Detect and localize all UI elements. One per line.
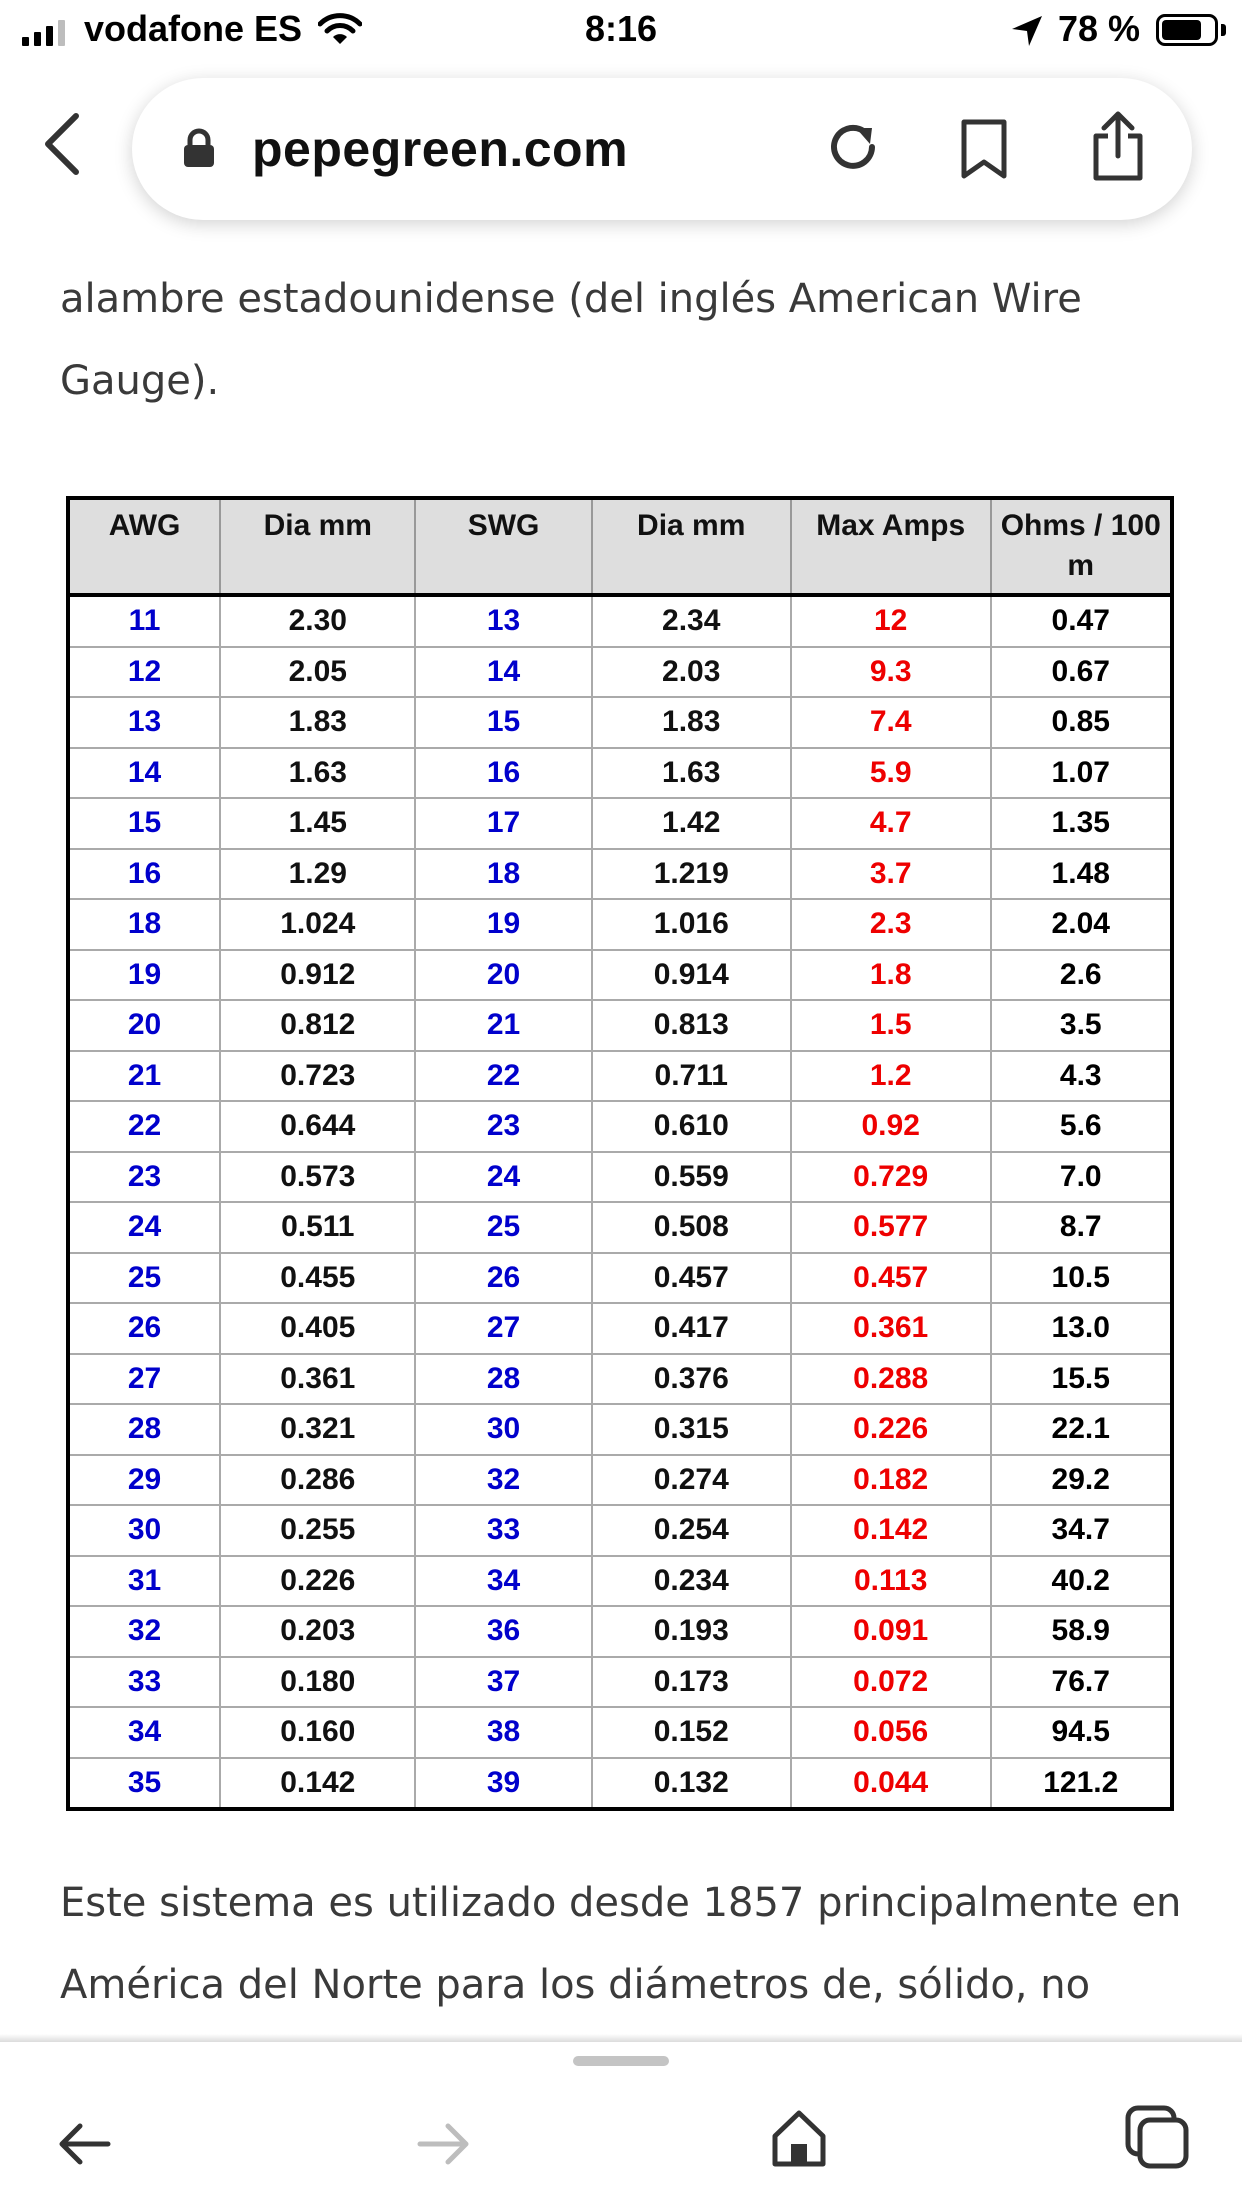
cell-ohms: 0.67 (991, 647, 1173, 698)
cell-dia-mm-awg: 0.226 (220, 1556, 415, 1607)
cell-swg: 14 (415, 647, 591, 698)
cell-dia-mm-swg: 0.234 (592, 1556, 791, 1607)
tabs-icon[interactable] (1124, 2104, 1190, 2175)
cell-ohms: 4.3 (991, 1051, 1173, 1102)
cell-swg: 21 (415, 1000, 591, 1051)
cell-ohms: 0.85 (991, 697, 1173, 748)
drag-handle[interactable] (573, 2056, 669, 2066)
cell-max-amps: 12 (791, 595, 991, 647)
status-bar (0, 0, 1242, 62)
cell-swg: 37 (415, 1657, 591, 1708)
cell-dia-mm-swg: 0.193 (592, 1606, 791, 1657)
lock-icon (182, 128, 216, 173)
cell-swg: 22 (415, 1051, 591, 1102)
cell-ohms: 5.6 (991, 1101, 1173, 1152)
cell-ohms: 121.2 (991, 1758, 1173, 1810)
table-row (68, 1606, 1172, 1657)
cell-dia-mm-swg: 2.03 (592, 647, 791, 698)
cell-dia-mm-awg: 1.024 (220, 899, 415, 950)
arrow-right-icon[interactable] (416, 2120, 472, 2173)
cell-awg: 18 (68, 899, 220, 950)
cell-awg: 27 (68, 1354, 220, 1405)
cell-dia-mm-swg: 0.417 (592, 1303, 791, 1354)
cell-dia-mm-swg: 0.813 (592, 1000, 791, 1051)
cell-dia-mm-awg: 0.142 (220, 1758, 415, 1810)
table-row (68, 1354, 1172, 1405)
location-arrow-icon (1010, 14, 1044, 53)
cell-dia-mm-swg: 1.63 (592, 748, 791, 799)
cell-ohms: 29.2 (991, 1455, 1173, 1506)
cell-dia-mm-awg: 0.203 (220, 1606, 415, 1657)
cell-max-amps: 0.056 (791, 1707, 991, 1758)
cell-max-amps: 7.4 (791, 697, 991, 748)
cell-dia-mm-awg: 0.160 (220, 1707, 415, 1758)
cell-dia-mm-swg: 0.132 (592, 1758, 791, 1810)
table-row (68, 950, 1172, 1001)
cell-dia-mm-swg: 0.914 (592, 950, 791, 1001)
cell-ohms: 1.35 (991, 798, 1173, 849)
table-row (68, 1556, 1172, 1607)
cell-dia-mm-awg: 1.63 (220, 748, 415, 799)
cell-max-amps: 2.3 (791, 899, 991, 950)
cell-swg: 39 (415, 1758, 591, 1810)
cell-swg: 13 (415, 595, 591, 647)
cell-ohms: 15.5 (991, 1354, 1173, 1405)
cell-swg: 28 (415, 1354, 591, 1405)
cell-dia-mm-awg: 0.455 (220, 1253, 415, 1304)
cell-dia-mm-awg: 0.573 (220, 1152, 415, 1203)
cell-awg: 32 (68, 1606, 220, 1657)
table-row (68, 1707, 1172, 1758)
cell-swg: 34 (415, 1556, 591, 1607)
article-paragraph-intro: alambre estadounidense (del inglés American Wire Gauge). (60, 276, 1082, 404)
header-ohms-per-100m: Ohms / 100 m (991, 498, 1173, 595)
cell-max-amps: 5.9 (791, 748, 991, 799)
cell-ohms: 13.0 (991, 1303, 1173, 1354)
table-row (68, 1051, 1172, 1102)
cell-awg: 30 (68, 1505, 220, 1556)
cell-dia-mm-swg: 0.508 (592, 1202, 791, 1253)
cell-dia-mm-swg: 2.34 (592, 595, 791, 647)
cell-awg: 16 (68, 849, 220, 900)
cell-ohms: 0.47 (991, 595, 1173, 647)
table-row (68, 1505, 1172, 1556)
cell-max-amps: 1.2 (791, 1051, 991, 1102)
cell-dia-mm-awg: 0.812 (220, 1000, 415, 1051)
cell-max-amps: 9.3 (791, 647, 991, 698)
cell-dia-mm-awg: 0.180 (220, 1657, 415, 1708)
cell-swg: 32 (415, 1455, 591, 1506)
cell-dia-mm-awg: 0.405 (220, 1303, 415, 1354)
cell-ohms: 58.9 (991, 1606, 1173, 1657)
cell-dia-mm-awg: 0.912 (220, 950, 415, 1001)
header-awg: AWG (68, 498, 220, 595)
wire-gauge-table (66, 496, 1174, 1811)
cell-dia-mm-awg: 2.30 (220, 595, 415, 647)
cell-dia-mm-swg: 1.016 (592, 899, 791, 950)
address-bar[interactable] (132, 78, 1192, 220)
cell-dia-mm-awg: 0.511 (220, 1202, 415, 1253)
cell-ohms: 76.7 (991, 1657, 1173, 1708)
cell-max-amps: 1.5 (791, 1000, 991, 1051)
cell-ohms: 3.5 (991, 1000, 1173, 1051)
cell-ohms: 2.6 (991, 950, 1173, 1001)
toolbar-divider (0, 2034, 1242, 2042)
cell-ohms: 10.5 (991, 1253, 1173, 1304)
header-dia-mm-swg: Dia mm (592, 498, 791, 595)
cell-dia-mm-awg: 0.255 (220, 1505, 415, 1556)
cell-awg: 21 (68, 1051, 220, 1102)
cell-dia-mm-awg: 0.286 (220, 1455, 415, 1506)
bookmark-icon[interactable] (958, 118, 1010, 185)
cell-dia-mm-swg: 0.376 (592, 1354, 791, 1405)
cell-swg: 16 (415, 748, 591, 799)
arrow-left-icon[interactable] (56, 2120, 112, 2173)
home-icon[interactable] (770, 2108, 828, 2173)
table-row (68, 647, 1172, 698)
cell-ohms: 7.0 (991, 1152, 1173, 1203)
cell-max-amps: 0.457 (791, 1253, 991, 1304)
cell-dia-mm-swg: 1.219 (592, 849, 791, 900)
cell-swg: 33 (415, 1505, 591, 1556)
cell-dia-mm-awg: 1.45 (220, 798, 415, 849)
cell-awg: 33 (68, 1657, 220, 1708)
cell-dia-mm-awg: 0.361 (220, 1354, 415, 1405)
cell-awg: 13 (68, 697, 220, 748)
cell-dia-mm-swg: 0.274 (592, 1455, 791, 1506)
header-dia-mm-awg: Dia mm (220, 498, 415, 595)
cell-awg: 26 (68, 1303, 220, 1354)
cell-max-amps: 0.288 (791, 1354, 991, 1405)
cell-awg: 28 (68, 1404, 220, 1455)
reload-icon[interactable] (822, 116, 884, 183)
cell-dia-mm-swg: 0.315 (592, 1404, 791, 1455)
cell-max-amps: 0.361 (791, 1303, 991, 1354)
table-row (68, 899, 1172, 950)
cell-ohms: 8.7 (991, 1202, 1173, 1253)
table-row (68, 1657, 1172, 1708)
cell-awg: 20 (68, 1000, 220, 1051)
cell-ohms: 1.48 (991, 849, 1173, 900)
cell-swg: 19 (415, 899, 591, 950)
cell-awg: 11 (68, 595, 220, 647)
header-swg: SWG (415, 498, 591, 595)
cell-dia-mm-awg: 2.05 (220, 647, 415, 698)
table-row (68, 1101, 1172, 1152)
cell-max-amps: 0.113 (791, 1556, 991, 1607)
cell-awg: 22 (68, 1101, 220, 1152)
cell-max-amps: 0.072 (791, 1657, 991, 1708)
cell-dia-mm-swg: 0.254 (592, 1505, 791, 1556)
cell-awg: 19 (68, 950, 220, 1001)
battery-percentage: 78 % (1058, 8, 1141, 49)
cell-awg: 24 (68, 1202, 220, 1253)
cell-swg: 25 (415, 1202, 591, 1253)
table-row (68, 1758, 1172, 1810)
cell-dia-mm-swg: 0.457 (592, 1253, 791, 1304)
table-row (68, 748, 1172, 799)
cell-dia-mm-swg: 1.83 (592, 697, 791, 748)
table-row (68, 1455, 1172, 1506)
header-max-amps: Max Amps (791, 498, 991, 595)
cell-dia-mm-awg: 1.83 (220, 697, 415, 748)
cell-swg: 26 (415, 1253, 591, 1304)
cell-ohms: 1.07 (991, 748, 1173, 799)
table-row (68, 798, 1172, 849)
cell-dia-mm-swg: 0.152 (592, 1707, 791, 1758)
table-row (68, 1000, 1172, 1051)
cell-swg: 27 (415, 1303, 591, 1354)
cell-dia-mm-awg: 0.321 (220, 1404, 415, 1455)
cell-awg: 34 (68, 1707, 220, 1758)
cell-awg: 12 (68, 647, 220, 698)
cell-dia-mm-awg: 1.29 (220, 849, 415, 900)
back-chevron-icon[interactable] (40, 112, 84, 181)
cell-swg: 30 (415, 1404, 591, 1455)
cell-dia-mm-swg: 0.173 (592, 1657, 791, 1708)
url-text[interactable]: pepegreen.com (252, 121, 629, 177)
cell-swg: 38 (415, 1707, 591, 1758)
table-row (68, 1202, 1172, 1253)
table-row (68, 849, 1172, 900)
cell-max-amps: 0.044 (791, 1758, 991, 1810)
cell-max-amps: 4.7 (791, 798, 991, 849)
cell-max-amps: 1.8 (791, 950, 991, 1001)
cell-ohms: 22.1 (991, 1404, 1173, 1455)
cell-max-amps: 0.091 (791, 1606, 991, 1657)
cell-swg: 15 (415, 697, 591, 748)
cell-swg: 17 (415, 798, 591, 849)
cell-swg: 20 (415, 950, 591, 1001)
cell-awg: 35 (68, 1758, 220, 1810)
clock: 8:16 (584, 8, 658, 49)
cell-max-amps: 0.182 (791, 1455, 991, 1506)
cell-max-amps: 3.7 (791, 849, 991, 900)
cell-dia-mm-awg: 0.723 (220, 1051, 415, 1102)
cell-dia-mm-swg: 0.711 (592, 1051, 791, 1102)
battery-icon (1156, 14, 1218, 46)
article-paragraph-history: Este sistema es utilizado desde 1857 principalmente en América del Norte para los diámetros de, sólido, no (60, 1880, 1182, 2008)
cell-awg: 15 (68, 798, 220, 849)
cell-awg: 14 (68, 748, 220, 799)
cell-dia-mm-swg: 0.610 (592, 1101, 791, 1152)
cell-ohms: 34.7 (991, 1505, 1173, 1556)
cell-swg: 23 (415, 1101, 591, 1152)
cell-awg: 29 (68, 1455, 220, 1506)
cell-swg: 24 (415, 1152, 591, 1203)
cell-dia-mm-swg: 1.42 (592, 798, 791, 849)
table-row (68, 1404, 1172, 1455)
cell-swg: 36 (415, 1606, 591, 1657)
table-row (68, 697, 1172, 748)
share-icon[interactable] (1088, 108, 1148, 187)
cell-dia-mm-swg: 0.559 (592, 1152, 791, 1203)
cell-max-amps: 0.92 (791, 1101, 991, 1152)
cell-max-amps: 0.226 (791, 1404, 991, 1455)
cell-ohms: 94.5 (991, 1707, 1173, 1758)
table-header-row (68, 498, 1172, 595)
table-row (68, 1152, 1172, 1203)
cell-awg: 23 (68, 1152, 220, 1203)
carrier-name: vodafone ES (84, 8, 303, 49)
cell-max-amps: 0.142 (791, 1505, 991, 1556)
table-row (68, 1303, 1172, 1354)
cell-awg: 25 (68, 1253, 220, 1304)
bottom-toolbar (0, 2042, 1242, 2208)
cell-max-amps: 0.577 (791, 1202, 991, 1253)
table-row (68, 595, 1172, 647)
cell-awg: 31 (68, 1556, 220, 1607)
cell-ohms: 40.2 (991, 1556, 1173, 1607)
cell-swg: 18 (415, 849, 591, 900)
cell-dia-mm-awg: 0.644 (220, 1101, 415, 1152)
battery-cap (1221, 24, 1226, 36)
table-row (68, 1253, 1172, 1304)
cell-ohms: 2.04 (991, 899, 1173, 950)
cell-max-amps: 0.729 (791, 1152, 991, 1203)
